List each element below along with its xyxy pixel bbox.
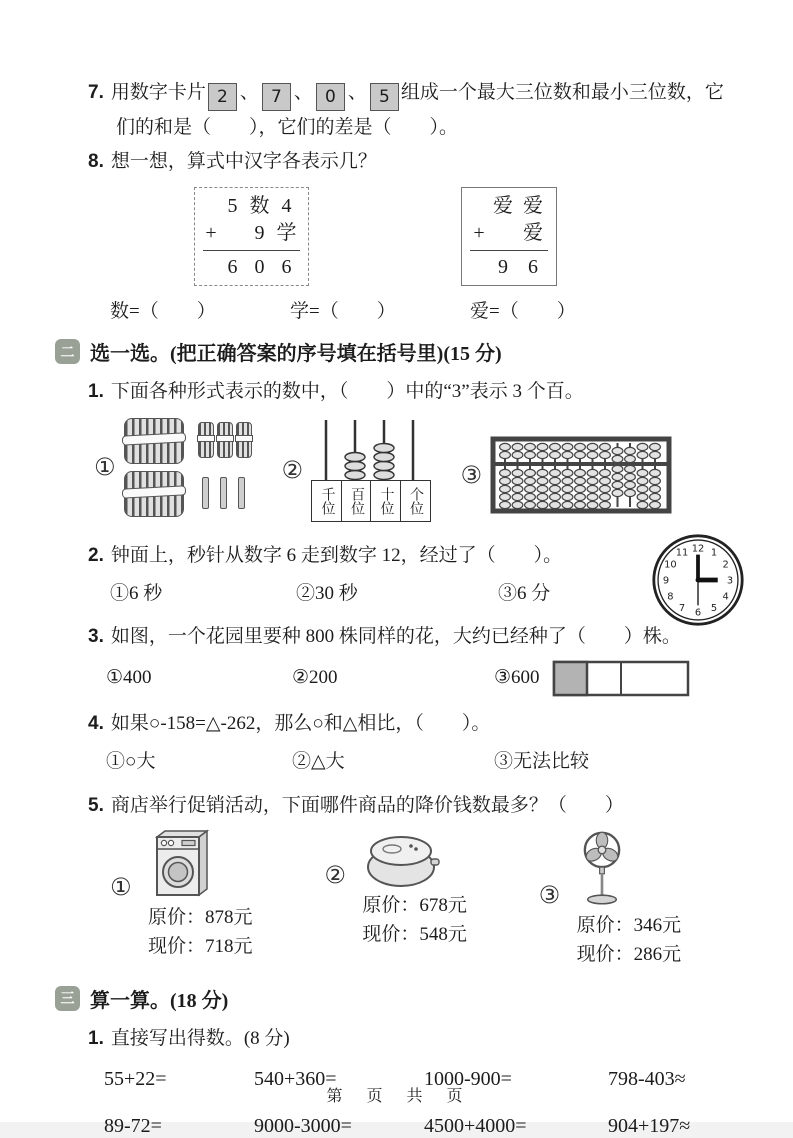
- answer-blank-shu: 数=（ ）: [110, 301, 216, 323]
- answer-blank-xue: 学=（ ）: [290, 301, 396, 323]
- product-3-prices: [577, 911, 739, 970]
- s3q1-number: 1.: [88, 1027, 104, 1049]
- question-7-number: 7.: [88, 82, 104, 103]
- clock-icon: [651, 533, 745, 627]
- section-3-badge: 三: [55, 986, 80, 1011]
- s2q5-statement: [88, 789, 739, 823]
- cell: 0: [254, 256, 265, 279]
- s2q1-options-pictures: [94, 418, 739, 530]
- addition-1-addends: [203, 193, 300, 247]
- cell: [470, 193, 488, 220]
- clock-numeral: 1: [710, 547, 718, 559]
- clock-numeral: 3: [726, 574, 734, 586]
- label-tens: 十位: [370, 480, 401, 522]
- label-hundreds: 百位: [341, 480, 372, 522]
- s2q4-option-3: ③无法比较: [494, 751, 590, 773]
- question-8: [88, 145, 739, 323]
- question-7: [88, 76, 739, 145]
- cell: 6: [227, 256, 238, 279]
- circled-2: ②: [324, 860, 346, 889]
- cell: 爱: [523, 222, 543, 245]
- garden-progress-bar: [552, 658, 690, 698]
- s2q2-statement: [88, 539, 619, 573]
- clock-numeral: 5: [710, 602, 718, 614]
- question-7-line1: [88, 76, 739, 111]
- product-2-top: [324, 829, 524, 889]
- place-value-counter-icon: [311, 418, 431, 522]
- plus-sign: +: [205, 222, 217, 245]
- vertical-addition-2: [461, 187, 557, 286]
- addition-2-addends: [470, 193, 548, 247]
- s2q2-option-3: ③6 分: [498, 582, 551, 604]
- math-expression: 9000-3000=: [254, 1114, 352, 1137]
- cell: 学: [276, 222, 297, 245]
- digit-card-0: 0: [316, 83, 345, 111]
- section-3-header: [55, 984, 739, 1013]
- clock-center-dot: [696, 577, 701, 582]
- clock-numeral: 12: [691, 542, 705, 554]
- product-2-original-price: 原价：678元: [362, 894, 467, 916]
- rice-cooker-icon: [361, 829, 441, 889]
- hundred-bundle-icon: [124, 471, 184, 517]
- option-3-abacus: [461, 436, 673, 514]
- clock-numeral: 8: [667, 590, 674, 602]
- card-separator: 、: [239, 82, 259, 103]
- s2q2-option-2: ②30 秒: [296, 582, 358, 604]
- question-8-answer-blanks: [110, 296, 739, 323]
- math-expression: 904+197≈: [608, 1114, 691, 1137]
- clock-face: [651, 533, 745, 627]
- circled-1: ①: [110, 872, 132, 901]
- page-footer: 第 页 共 页: [326, 1088, 467, 1105]
- section-2-badge: 二: [55, 339, 80, 364]
- product-3-original-price: 原价：346元: [576, 914, 682, 936]
- cell: [203, 254, 219, 281]
- product-2-prices: [362, 891, 524, 950]
- single-stick-icon: [220, 477, 227, 509]
- clock-numeral: 9: [662, 574, 670, 586]
- single-stick-icon: [238, 477, 245, 509]
- single-stick-icon: [202, 477, 209, 509]
- math-expression: 55+22=: [104, 1067, 167, 1090]
- clock-numeral: 11: [675, 547, 689, 559]
- clock-numeral: 6: [694, 606, 702, 618]
- ten-bundles: [198, 422, 252, 458]
- product-1-original-price: 原价：878元: [148, 906, 253, 928]
- s2q4-option-2: ②△大: [292, 751, 345, 773]
- place-value-labels: [311, 480, 431, 522]
- question-8-text: 想一想，算式中汉字各表示几？: [110, 151, 377, 173]
- cell: [203, 193, 219, 220]
- label-thousands: 千位: [311, 480, 342, 522]
- s2q3-option-3: ③600: [494, 667, 540, 689]
- ten-bundle-icon: [236, 422, 252, 458]
- question-8-statement: [88, 145, 739, 179]
- hundred-bundle-icon: [124, 418, 184, 464]
- section2-question-4: [88, 707, 739, 779]
- cell: [470, 254, 488, 281]
- question-8-number: 8.: [88, 151, 104, 173]
- s2q1-number: 1.: [88, 381, 104, 403]
- clock-numeral: 4: [722, 590, 729, 602]
- section2-question-2: [88, 539, 739, 618]
- electric-fan-icon: [575, 829, 629, 909]
- cell: 9: [254, 222, 265, 245]
- product-3-current-price: 现价：286元: [576, 944, 682, 966]
- plus-sign: +: [473, 222, 485, 245]
- label-ones: 个位: [400, 480, 431, 522]
- digit-card-5: 5: [370, 83, 399, 111]
- s2q4-options: [106, 745, 739, 779]
- addition-2-result: [470, 250, 548, 281]
- section2-question-1: [88, 375, 739, 409]
- section-2-title: 选一选。(把正确答案的序号填在括号里)(15 分): [90, 343, 502, 366]
- question-7-text-before: 用数字卡片: [110, 82, 206, 103]
- addition-1-result: [203, 250, 300, 281]
- math-expression: 1000-900=: [424, 1067, 512, 1090]
- s2q5-text: 商店举行促销活动，下面哪件商品的降价钱数最多？（ ）: [110, 794, 624, 816]
- section3-question-1: [88, 1022, 739, 1056]
- circled-3: ③: [460, 460, 483, 489]
- tens-and-ones: [198, 418, 252, 517]
- question-7-line2: 们的和是（ ），它们的差是（ ）。: [116, 117, 459, 138]
- abacus-icon: [490, 436, 672, 514]
- product-washing-machine: [96, 829, 310, 970]
- card-separator: 、: [347, 82, 367, 103]
- circled-3: ③: [538, 880, 561, 909]
- section-2-header: [55, 337, 739, 366]
- s2q3-text: 如图，一个花园里要种 800 株同样的花，大约已经种了（ ）株。: [110, 625, 681, 647]
- product-3-top: [539, 829, 739, 909]
- product-rice-cooker: [310, 829, 524, 970]
- stick-bundles-icon: [124, 418, 252, 517]
- s2q4-statement: [88, 707, 739, 741]
- math-expression: 540+360=: [254, 1067, 337, 1090]
- s2q3-options: [106, 658, 739, 698]
- s2q4-number: 4.: [88, 713, 104, 735]
- card-separator: 、: [293, 82, 313, 103]
- s2q3-number: 3.: [88, 625, 104, 647]
- product-1-current-price: 现价：718元: [148, 936, 253, 958]
- digit-card-2: 2: [208, 83, 237, 111]
- question-7-text-after: 组成一个最大三位数和最小三位数，它: [400, 82, 724, 103]
- answer-blank-ai: 爱=（ ）: [470, 301, 576, 323]
- s2q5-number: 5.: [88, 794, 104, 816]
- option-2-place-value-counter: [282, 418, 431, 522]
- s2q4-text: 如果○-158=△-262，那么○和△相比，（ ）。: [110, 713, 491, 735]
- cell: 9: [498, 256, 508, 279]
- s2q5-products: [96, 829, 739, 970]
- s3q1-text: 直接写出得数。(8 分): [110, 1027, 290, 1049]
- s2q2-text: 钟面上，秒针从数字 6 走到数字 12，经过了（ ）。: [110, 544, 563, 566]
- cell: 6: [528, 256, 538, 279]
- s2q2-options: [110, 577, 619, 611]
- s2q2-number: 2.: [88, 544, 104, 566]
- single-sticks: [202, 477, 252, 509]
- hundred-bundles: [124, 418, 184, 517]
- cell: 爱: [523, 195, 543, 218]
- cell: [219, 220, 246, 247]
- clock-numeral: 7: [678, 602, 686, 614]
- s2q3-option-2: ②200: [292, 667, 338, 689]
- math-expression: 4500+4000=: [424, 1114, 527, 1137]
- cell: 6: [281, 256, 292, 279]
- section2-question-5: [88, 789, 739, 970]
- cell: [488, 220, 518, 247]
- cell: 爱: [493, 195, 513, 218]
- s2q4-option-1: ①○大: [106, 751, 156, 773]
- product-1-prices: [148, 903, 310, 962]
- section-3-title: 算一算。(18 分): [90, 989, 229, 1012]
- ten-bundle-icon: [217, 422, 233, 458]
- circled-2: ②: [281, 455, 304, 484]
- digit-card-7: 7: [262, 83, 291, 111]
- math-expression: 89-72=: [104, 1114, 162, 1137]
- cell: 4: [281, 195, 292, 218]
- clock-numeral: 10: [664, 558, 677, 570]
- cell: 5: [227, 195, 238, 218]
- s2q3-option-1: ①400: [106, 667, 152, 689]
- circled-1: ①: [94, 453, 116, 482]
- s2q2-option-1: ①6 秒: [110, 582, 163, 604]
- product-1-top: [110, 829, 310, 901]
- product-electric-fan: [525, 829, 739, 970]
- clock-numeral: 2: [722, 558, 729, 570]
- math-expression: 798-403≈: [608, 1067, 686, 1090]
- vertical-addition-1: [194, 187, 309, 286]
- cell: 数: [249, 195, 270, 218]
- product-2-current-price: 现价：548元: [362, 924, 467, 946]
- section2-question-3: [88, 620, 739, 698]
- counter-rods: [311, 418, 429, 480]
- s2q1-text: 下面各种形式表示的数中，（ ）中的“3”表示 3 个百。: [110, 381, 584, 403]
- s2q3-statement: [88, 620, 739, 654]
- option-1-stick-bundles: [94, 418, 252, 517]
- vertical-additions: [194, 187, 739, 286]
- ten-bundle-icon: [198, 422, 214, 458]
- washing-machine-icon: [147, 829, 209, 901]
